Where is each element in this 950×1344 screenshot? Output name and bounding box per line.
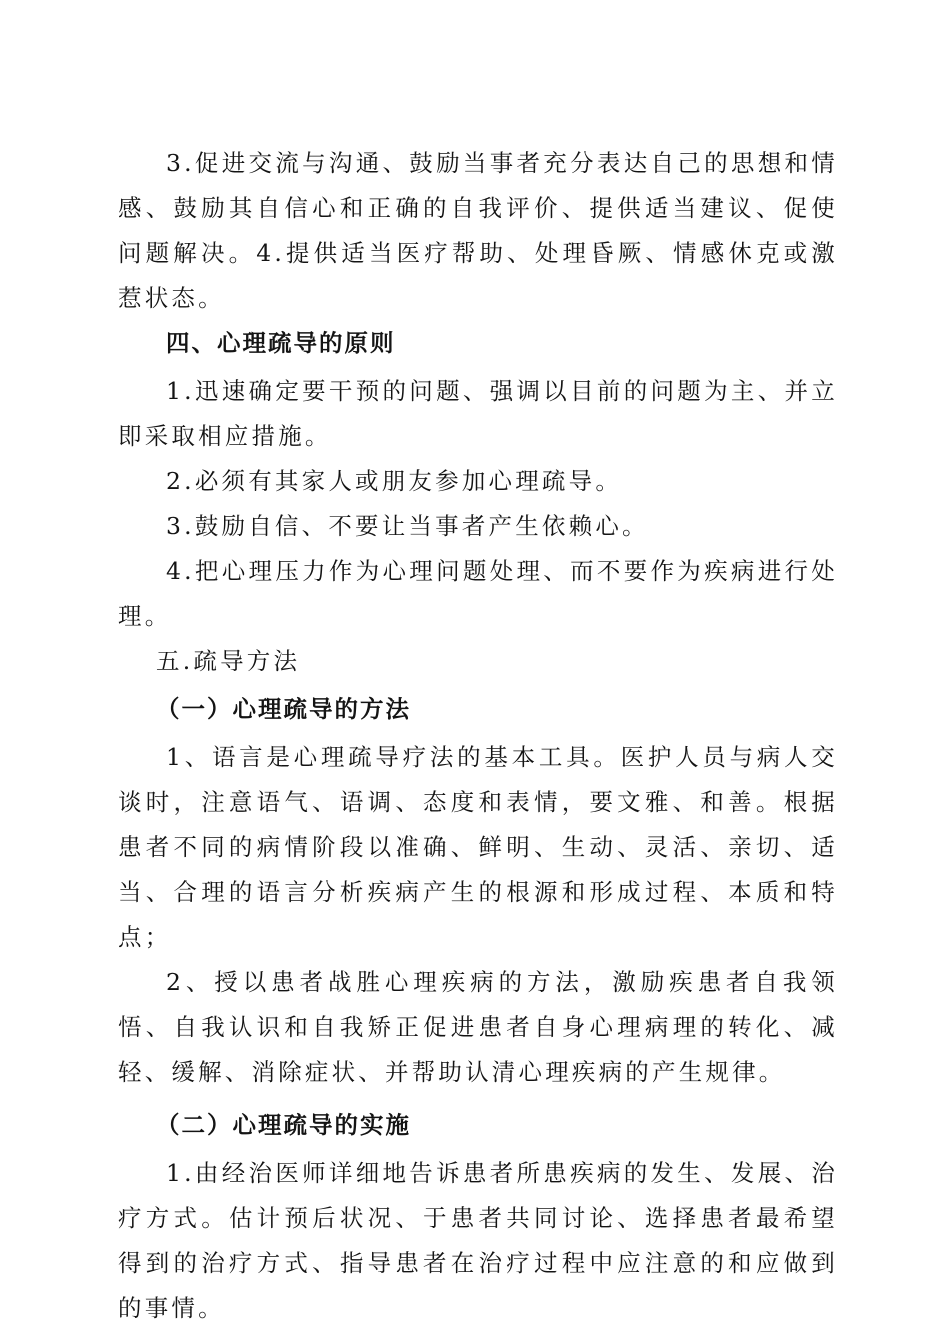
subsection-heading-methods: （一）心理疏导的方法: [156, 695, 411, 723]
principle-item-1: 1.迅速确定要干预的问题、强调以目前的问题为主、并立即采取相应措施。: [118, 377, 838, 450]
document-body: [118, 141, 838, 1331]
method-item-2: 2、授以患者战胜心理疾病的方法，激励疾患者自我领悟、自我认识和自我矫正促进患者自身心理病理的转化、减轻、缓解、消除症状、并帮助认清心理疾病的产生规律。: [118, 968, 838, 1086]
principle-item-3: 3.鼓励自信、不要让当事者产生依赖心。: [166, 512, 649, 540]
subsection-heading-implementation: （二）心理疏导的实施: [156, 1111, 411, 1139]
principle-item-4: 4.把心理压力作为心理问题处理、而不要作为疾病进行处理。: [118, 557, 838, 630]
method-item-1: 1、语言是心理疏导疗法的基本工具。医护人员与病人交谈时，注意语气、语调、态度和表情，要文雅、和善。根据患者不同的病情阶段以准确、鲜明、生动、灵活、亲切、适当、合理的语言分析疾病产生的根源和形成过程、本质和特点；: [118, 743, 838, 951]
implementation-item-1: 1.由经治医师详细地告诉患者所患疾病的发生、发展、治疗方式。估计预后状况、于患者共同讨论、选择患者最希望得到的治疗方式、指导患者在治疗过程中应注意的和应做到的事情。: [118, 1159, 838, 1322]
paragraph-intervention-steps: 3.促进交流与沟通、鼓励当事者充分表达自己的思想和情感、鼓励其自信心和正确的自我评价、提供适当建议、促使问题解决。4.提供适当医疗帮助、处理昏厥、情感休克或激惹状态。: [118, 149, 838, 312]
section-heading-methods: 五.疏导方法: [156, 647, 301, 675]
section-heading-principles: 四、心理疏导的原则: [166, 329, 396, 357]
principle-item-2: 2.必须有其家人或朋友参加心理疏导。: [166, 467, 623, 495]
